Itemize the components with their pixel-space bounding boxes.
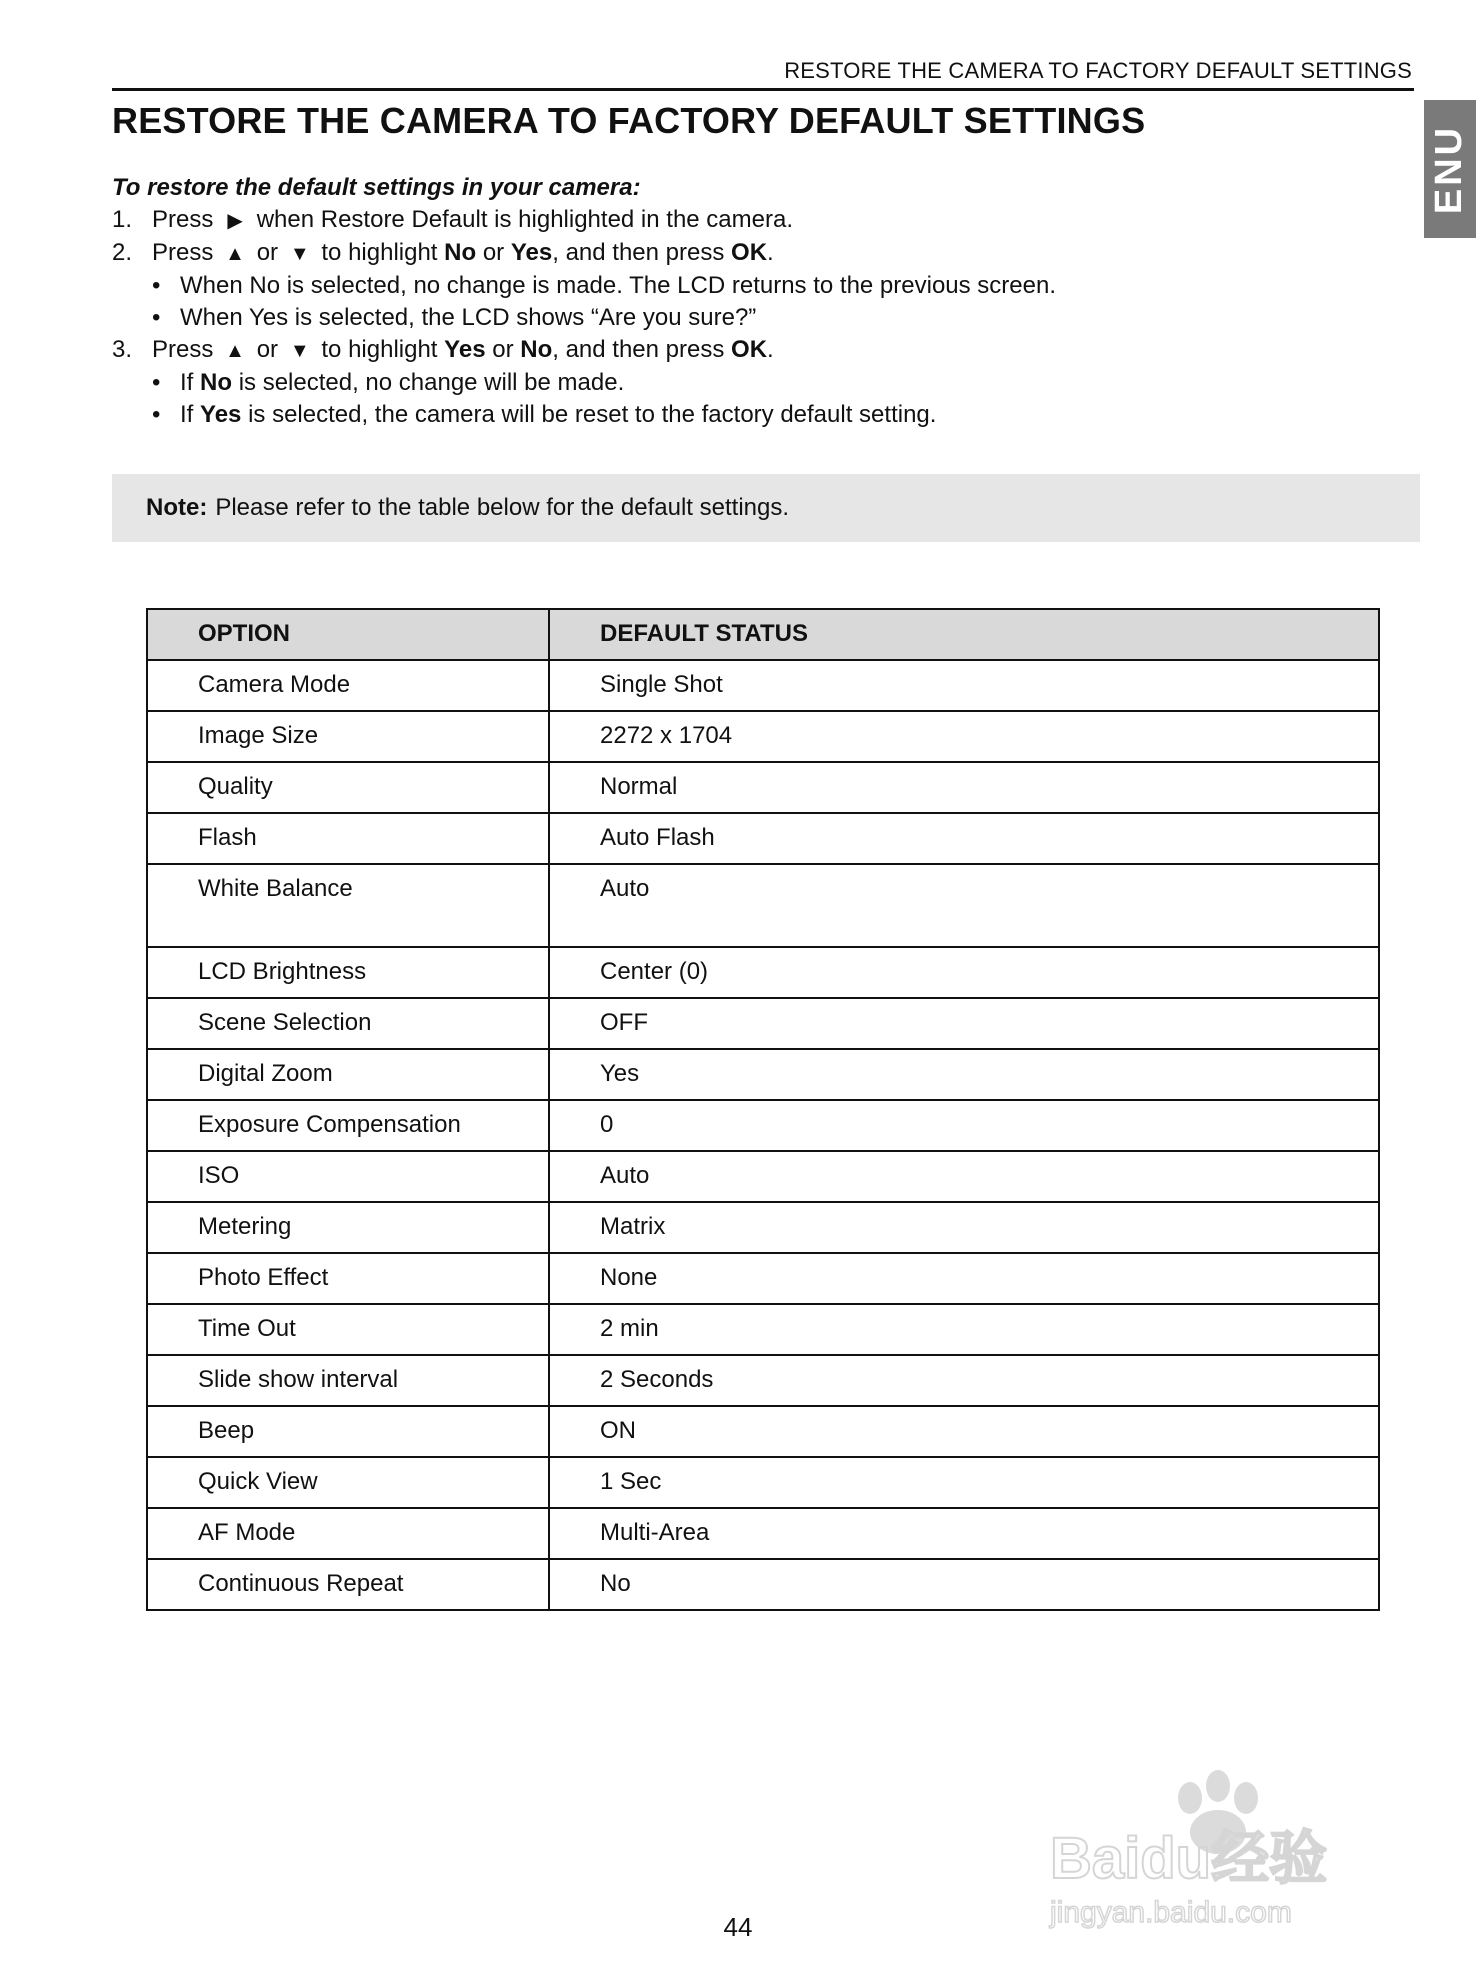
status-cell: 0 — [549, 1100, 1379, 1151]
table-body — [147, 660, 1379, 1610]
step-text: or — [256, 336, 279, 363]
language-tab — [1424, 100, 1476, 238]
key-word: Yes — [444, 336, 486, 363]
language-tab-label: ENU — [1428, 124, 1471, 214]
option-cell: Quick View — [147, 1457, 549, 1508]
option-cell: LCD Brightness — [147, 947, 549, 998]
table-row — [147, 711, 1379, 762]
status-cell: 2 Seconds — [549, 1355, 1379, 1406]
step-text: when Restore Default is highlighted in the camera. — [256, 206, 793, 233]
bullet-dot: • — [152, 401, 161, 428]
default-settings-table — [146, 608, 1380, 1611]
table-row — [147, 998, 1379, 1049]
step-number: 2. — [112, 239, 133, 266]
status-cell: Yes — [549, 1049, 1379, 1100]
table-row — [147, 1202, 1379, 1253]
status-cell: No — [549, 1559, 1379, 1610]
table-row — [147, 813, 1379, 864]
option-cell: Quality — [147, 762, 549, 813]
table-row — [147, 660, 1379, 711]
status-cell: Single Shot — [549, 660, 1379, 711]
table-row — [147, 762, 1379, 813]
key-word: OK — [731, 336, 768, 363]
step-text: to highlight — [321, 239, 438, 266]
step-text: to highlight — [321, 336, 438, 363]
note-label: Note: — [146, 494, 208, 521]
step-text: Press — [152, 206, 214, 233]
note-text: Please refer to the table below for the default settings. — [215, 494, 790, 521]
step-number: 3. — [112, 336, 133, 363]
status-cell: None — [549, 1253, 1379, 1304]
status-cell: ON — [549, 1406, 1379, 1457]
bullet-dot: • — [152, 369, 161, 396]
step-text: or — [482, 239, 505, 266]
step-text: Press — [152, 239, 214, 266]
down-arrow-icon: ▼ — [289, 340, 310, 362]
watermark-logo — [1040, 1750, 1400, 1930]
option-cell: Photo Effect — [147, 1253, 549, 1304]
status-cell: OFF — [549, 998, 1379, 1049]
key-word: OK — [731, 239, 768, 266]
step-text: or — [256, 239, 279, 266]
option-cell: Digital Zoom — [147, 1049, 549, 1100]
key-word: No — [444, 239, 477, 266]
option-cell: Image Size — [147, 711, 549, 762]
up-arrow-icon: ▲ — [225, 243, 245, 265]
option-cell: Camera Mode — [147, 660, 549, 711]
step-text: , and then press — [552, 336, 725, 363]
watermark-url: jingyan.baidu.com — [1050, 1896, 1292, 1929]
table-row — [147, 1253, 1379, 1304]
table-row — [147, 1406, 1379, 1457]
bullet-text: When Yes is selected, the LCD shows “Are you sure?” — [180, 304, 757, 331]
bullet-text: If — [180, 401, 194, 428]
bullet-text: is selected, the camera will be reset to the factory default setting. — [248, 401, 937, 428]
option-cell: Scene Selection — [147, 998, 549, 1049]
option-cell: Flash — [147, 813, 549, 864]
table-row — [147, 1049, 1379, 1100]
key-word: No — [200, 369, 233, 396]
step-3 — [112, 334, 1412, 367]
column-header-default-status: DEFAULT STATUS — [549, 609, 1379, 660]
table-row — [147, 947, 1379, 998]
instructions-intro: To restore the default settings in your camera: — [112, 174, 641, 201]
page-title: RESTORE THE CAMERA TO FACTORY DEFAULT SETTINGS — [112, 100, 1146, 141]
table-row — [147, 1100, 1379, 1151]
step-2 — [112, 237, 1412, 270]
down-arrow-icon: ▼ — [289, 243, 310, 265]
status-cell: Auto — [549, 1151, 1379, 1202]
status-cell: Matrix — [549, 1202, 1379, 1253]
step-2-bullet — [112, 302, 1412, 334]
status-cell: Auto Flash — [549, 813, 1379, 864]
step-text: . — [767, 239, 774, 266]
bullet-dot: • — [152, 304, 161, 331]
note-box — [112, 474, 1420, 542]
table-header-row — [147, 609, 1379, 660]
instructions — [112, 172, 1412, 431]
table-row — [147, 864, 1379, 947]
running-header: RESTORE THE CAMERA TO FACTORY DEFAULT SETTINGS — [784, 58, 1412, 83]
table-row — [147, 1457, 1379, 1508]
status-cell: Multi-Area — [549, 1508, 1379, 1559]
status-cell: Center (0) — [549, 947, 1379, 998]
option-cell: ISO — [147, 1151, 549, 1202]
step-number: 1. — [112, 206, 133, 233]
table-row — [147, 1508, 1379, 1559]
step-text: . — [767, 336, 774, 363]
key-word: Yes — [510, 239, 553, 266]
option-cell: AF Mode — [147, 1508, 549, 1559]
option-cell: Time Out — [147, 1304, 549, 1355]
step-2-bullet — [112, 270, 1412, 302]
bullet-dot: • — [152, 272, 161, 299]
option-cell: Metering — [147, 1202, 549, 1253]
status-cell: 2 min — [549, 1304, 1379, 1355]
option-cell: White Balance — [147, 864, 549, 947]
table-row — [147, 1355, 1379, 1406]
header-rule — [112, 88, 1414, 91]
page-number: 44 — [723, 1912, 753, 1942]
bullet-text: If — [180, 369, 194, 396]
table-row — [147, 1151, 1379, 1202]
bullet-text: When No is selected, no change is made. The LCD returns to the previous screen. — [180, 272, 1057, 299]
step-3-bullet — [112, 367, 1412, 399]
step-text: , and then press — [552, 239, 725, 266]
step-text: Press — [152, 336, 214, 363]
step-text: or — [492, 336, 514, 363]
status-cell: 2272 x 1704 — [549, 711, 1379, 762]
bullet-text: is selected, no change will be made. — [238, 369, 625, 396]
status-cell: Normal — [549, 762, 1379, 813]
status-cell: 1 Sec — [549, 1457, 1379, 1508]
key-word: No — [520, 336, 553, 363]
step-3-bullet — [112, 399, 1412, 431]
up-arrow-icon: ▲ — [225, 340, 245, 362]
column-header-option: OPTION — [147, 609, 549, 660]
table-row — [147, 1304, 1379, 1355]
option-cell: Continuous Repeat — [147, 1559, 549, 1610]
option-cell: Beep — [147, 1406, 549, 1457]
right-arrow-icon: ▶ — [227, 210, 243, 232]
option-cell: Slide show interval — [147, 1355, 549, 1406]
table-row — [147, 1559, 1379, 1610]
step-1 — [112, 204, 1412, 237]
watermark-brand: Baidu经验 — [1050, 1826, 1328, 1891]
status-cell: Auto — [549, 864, 1379, 947]
key-word: Yes — [200, 401, 242, 428]
option-cell: Exposure Compensation — [147, 1100, 549, 1151]
